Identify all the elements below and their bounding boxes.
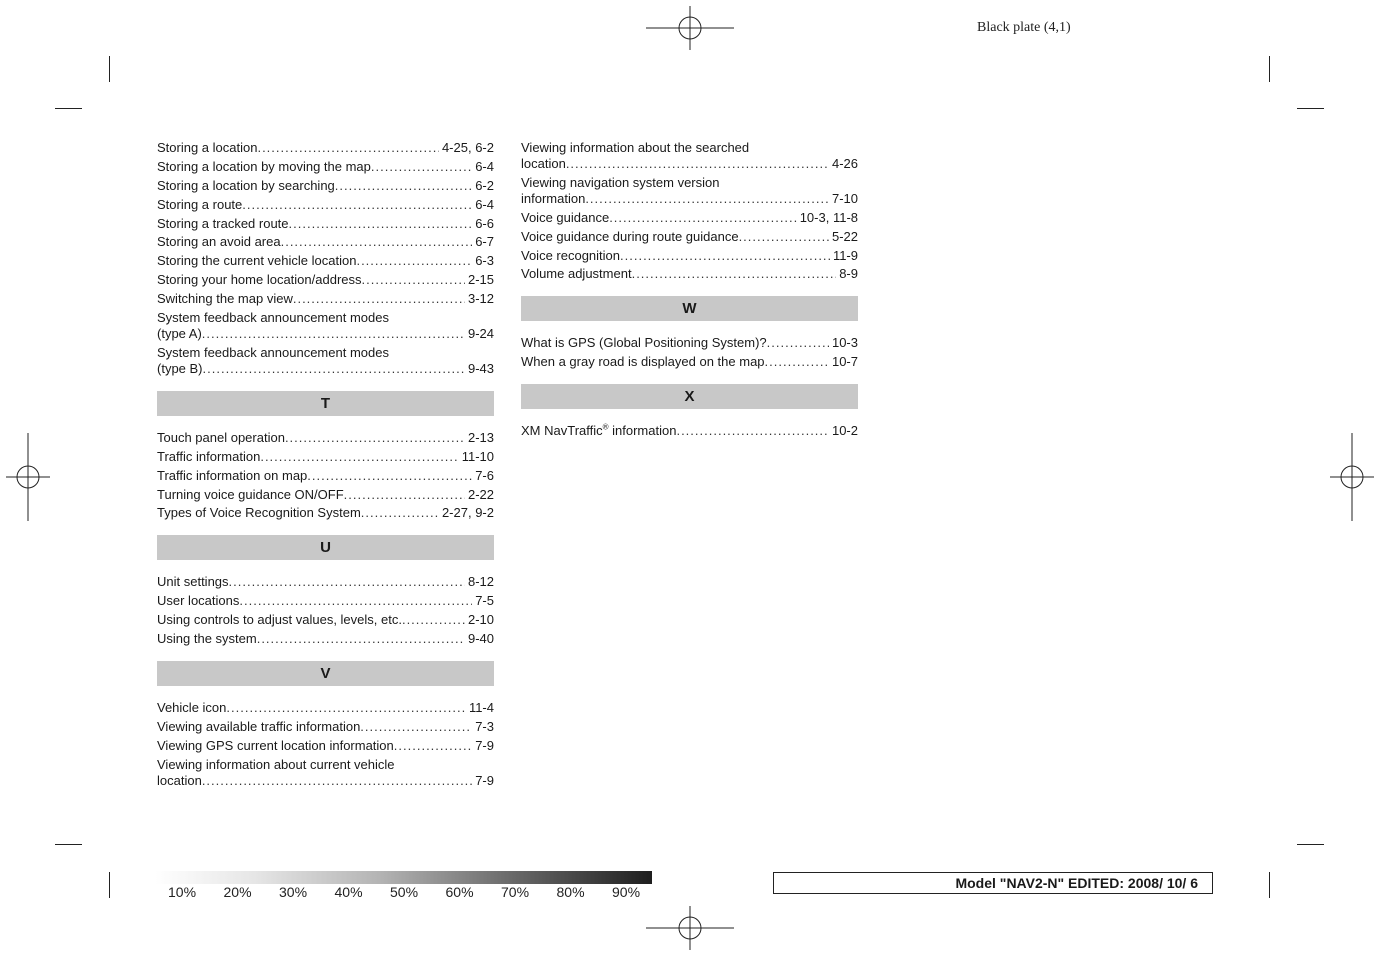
crop-mark (1269, 872, 1270, 898)
entry-page-ref: 6-6 (475, 215, 494, 231)
entry-page-ref: 6-7 (475, 234, 494, 250)
leader-dots (293, 291, 465, 307)
entry-label (521, 266, 632, 282)
entry-label-text: Using controls to adjust values, levels, etc. (157, 612, 402, 628)
entry-label-text: Traffic information (157, 448, 261, 464)
index-entry (157, 612, 494, 628)
entry-page-ref: 6-3 (475, 253, 494, 269)
leader-dots (676, 423, 829, 439)
entry-label-suffix: information (608, 423, 677, 439)
index-entry (157, 178, 494, 194)
leader-dots (307, 468, 472, 484)
percent-label: 30% (279, 884, 308, 900)
entry-label-text: What is GPS (Global Positioning System)? (521, 335, 767, 351)
entry-label-line2-row (521, 156, 858, 172)
percent-label: 10% (168, 884, 197, 900)
index-entry (521, 423, 858, 439)
entry-label (157, 430, 285, 446)
entry-label-text: Storing a tracked route (157, 215, 289, 231)
index-entry (157, 757, 494, 789)
crop-mark (55, 844, 82, 845)
entry-page-ref: 9-43 (467, 360, 494, 376)
index-entry (157, 272, 494, 288)
entry-label (157, 700, 226, 716)
index-column-right (521, 140, 858, 442)
entry-label-line1: Viewing navigation system version (521, 174, 720, 190)
index-entry (157, 291, 494, 307)
crop-mark (1269, 56, 1270, 82)
leader-dots (371, 159, 472, 175)
entry-label (157, 216, 289, 232)
entry-label-line2: information (521, 190, 586, 206)
entry-label-line2-row (157, 773, 494, 789)
entry-label-text: Voice guidance during route guidance (521, 228, 739, 244)
leader-dots (362, 272, 465, 288)
leader-dots (257, 631, 465, 647)
entry-page-ref: 4-26 (831, 156, 858, 171)
leader-dots (239, 593, 472, 609)
entry-page-ref: 11-9 (832, 247, 858, 263)
crop-mark (109, 56, 110, 82)
entry-label-text: Storing an avoid area (157, 234, 281, 250)
crop-mark (109, 872, 110, 898)
section-letter-header: W (521, 296, 858, 321)
entry-label-text: Turning voice guidance ON/OFF (157, 486, 344, 502)
entry-label (157, 468, 307, 484)
entry-label (157, 253, 356, 269)
leader-dots (632, 266, 837, 282)
index-entry (157, 234, 494, 250)
entry-label (157, 272, 362, 288)
entry-label (157, 197, 242, 213)
index-entry (521, 140, 858, 172)
entry-label (157, 178, 335, 194)
entry-label-line2-row (521, 191, 858, 207)
index-entry (521, 266, 858, 282)
entry-page-ref: 2-22 (467, 486, 494, 502)
leader-dots (361, 505, 439, 521)
entry-label (157, 487, 344, 503)
entry-page-ref: 10-2 (831, 423, 858, 439)
entry-page-ref: 11-10 (461, 448, 494, 464)
entry-page-ref: 6-4 (475, 158, 494, 174)
entry-page-ref: 3-12 (467, 291, 494, 307)
percent-label: 90% (612, 884, 641, 900)
entry-label-text: Traffic information on map (157, 467, 308, 483)
entry-page-ref: 10-7 (831, 354, 858, 370)
color-gradient-bar (155, 871, 652, 884)
entry-label (157, 291, 293, 307)
index-entry (157, 310, 494, 342)
entry-label-line2: (type B) (157, 360, 203, 376)
leader-dots (226, 700, 466, 716)
percent-label: 80% (556, 884, 585, 900)
entry-label-text: Storing the current vehicle location (157, 253, 357, 269)
entry-page-ref: 5-22 (831, 228, 858, 244)
entry-label-text: Viewing GPS current location information (157, 737, 394, 753)
crop-mark (1297, 108, 1324, 109)
entry-label-line2: location (157, 772, 202, 788)
entry-page-ref: 10-3 (831, 335, 858, 351)
entry-page-ref: 7-5 (475, 593, 494, 609)
entry-page-ref: 2-27, 9-2 (441, 505, 494, 521)
entry-label (521, 354, 765, 370)
percent-label: 50% (390, 884, 419, 900)
entry-label (157, 140, 257, 156)
leader-dots (394, 738, 472, 754)
leader-dots (260, 449, 458, 465)
leader-dots (202, 326, 465, 342)
percent-label: 20% (223, 884, 252, 900)
leader-dots (739, 229, 829, 245)
index-entry (157, 505, 494, 521)
leader-dots (285, 430, 465, 446)
entry-label-line1: System feedback announcement modes (157, 310, 389, 326)
entry-label-text: Storing a location (157, 140, 258, 155)
entry-label-text: User locations (157, 593, 240, 609)
entry-label-text: Voice recognition (521, 247, 621, 263)
entry-label (157, 593, 239, 609)
entry-label-line1: Viewing information about current vehicle (157, 756, 395, 772)
entry-label-text: Storing your home location/address (157, 272, 362, 288)
leader-dots (620, 248, 830, 264)
index-entry (521, 175, 858, 207)
gradient-percent-labels (168, 884, 668, 900)
entry-label (157, 159, 371, 175)
entry-page-ref: 4-25, 6-2 (441, 140, 494, 155)
entry-label (157, 449, 260, 465)
entry-page-ref: 6-2 (475, 177, 494, 193)
leader-dots (344, 487, 465, 503)
entry-label-line1: System feedback announcement modes (157, 344, 389, 360)
crop-mark (55, 108, 82, 109)
entry-page-ref: 7-10 (831, 190, 858, 206)
leader-dots (356, 253, 472, 269)
leader-dots (229, 574, 465, 590)
entry-label (521, 248, 620, 264)
registration-mark-icon (6, 433, 50, 521)
entry-label-text: Volume adjustment (521, 266, 632, 282)
entry-label (157, 738, 394, 754)
leader-dots (767, 335, 829, 351)
entry-label-text: Types of Voice Recognition System (157, 505, 361, 521)
entry-label (521, 210, 609, 226)
entry-label-text: Storing a location by moving the map (157, 158, 371, 174)
index-entry (157, 700, 494, 716)
section-letter-header: X (521, 384, 858, 409)
entry-page-ref: 9-40 (467, 631, 494, 647)
index-entry (157, 631, 494, 647)
index-entry (157, 468, 494, 484)
entry-page-ref: 2-13 (467, 429, 494, 445)
entry-label-text: Using the system (157, 631, 257, 647)
entry-label (157, 505, 361, 521)
entry-label-text: Storing a route (157, 196, 243, 212)
entry-label (157, 574, 229, 590)
entry-page-ref: 8-12 (467, 574, 494, 590)
entry-label (157, 631, 257, 647)
index-entry (157, 140, 494, 156)
index-entry (521, 354, 858, 370)
section-letter-header: T (157, 391, 494, 416)
entry-label (521, 229, 739, 245)
entry-page-ref: 2-10 (467, 612, 494, 628)
index-entry (157, 719, 494, 735)
leader-dots (281, 234, 473, 250)
entry-label (521, 423, 676, 439)
index-entry (521, 248, 858, 264)
entry-label-line2-row (157, 361, 494, 377)
entry-label-text: Viewing available traffic information (157, 719, 361, 735)
percent-label: 40% (334, 884, 363, 900)
leader-dots (360, 719, 472, 735)
registered-mark: ® (602, 423, 609, 433)
entry-label-text: When a gray road is displayed on the map (521, 354, 765, 370)
entry-label-text: Storing a location by searching (157, 177, 335, 193)
entry-label-line2: location (521, 156, 566, 171)
entry-label-text: Switching the map view (157, 291, 293, 307)
index-entry (157, 487, 494, 503)
index-entry (157, 216, 494, 232)
leader-dots (566, 156, 829, 172)
index-entry (157, 449, 494, 465)
entry-label-text: Vehicle icon (157, 700, 227, 716)
entry-label-line2: (type A) (157, 326, 202, 342)
entry-page-ref: 8-9 (839, 266, 858, 282)
plate-label: Black plate (4,1) (977, 20, 1071, 35)
leader-dots (202, 773, 472, 789)
leader-dots (765, 354, 829, 370)
leader-dots (585, 191, 829, 207)
entry-label-text: Unit settings (157, 574, 229, 590)
entry-label (157, 719, 360, 735)
entry-label-line1: Viewing information about the searched (521, 140, 750, 155)
leader-dots (335, 178, 472, 194)
entry-page-ref: 7-6 (475, 467, 494, 483)
index-entry (157, 345, 494, 377)
entry-label-text: Voice guidance (521, 209, 610, 225)
entry-page-ref: 7-9 (475, 737, 494, 753)
entry-page-ref: 7-9 (475, 772, 494, 788)
registration-mark-icon (1330, 433, 1374, 521)
index-entry (521, 229, 858, 245)
entry-label-text: XM NavTraffic (521, 423, 603, 439)
leader-dots (257, 140, 439, 156)
entry-label (157, 612, 402, 628)
model-edited-box: Model "NAV2-N" EDITED: 2008/ 10/ 6 (773, 872, 1213, 894)
entry-page-ref: 7-3 (475, 719, 494, 735)
section-letter-header: U (157, 535, 494, 560)
leader-dots (242, 197, 472, 213)
index-entry (157, 574, 494, 590)
registration-mark-icon (646, 6, 734, 50)
leader-dots (609, 210, 797, 226)
index-entry (521, 210, 858, 226)
crop-mark (1297, 844, 1324, 845)
percent-label: 70% (501, 884, 530, 900)
index-entry (157, 197, 494, 213)
entry-label (521, 335, 767, 351)
registration-mark-icon (646, 906, 734, 950)
index-entry (521, 335, 858, 351)
leader-dots (203, 361, 465, 377)
section-letter-header: V (157, 661, 494, 686)
entry-page-ref: 10-3, 11-8 (799, 209, 858, 225)
index-entry (157, 159, 494, 175)
index-entry (157, 593, 494, 609)
entry-page-ref: 11-4 (468, 700, 494, 716)
entry-page-ref: 6-4 (475, 196, 494, 212)
percent-label: 60% (445, 884, 474, 900)
entry-page-ref: 9-24 (467, 326, 494, 342)
leader-dots (402, 612, 465, 628)
leader-dots (289, 216, 473, 232)
index-entry (157, 738, 494, 754)
entry-label-text: Touch panel operation (157, 429, 285, 445)
entry-page-ref: 2-15 (467, 272, 494, 288)
index-entry (157, 430, 494, 446)
index-column-left (157, 140, 494, 792)
entry-label (157, 234, 281, 250)
entry-label-line2-row (157, 326, 494, 342)
index-entry (157, 253, 494, 269)
